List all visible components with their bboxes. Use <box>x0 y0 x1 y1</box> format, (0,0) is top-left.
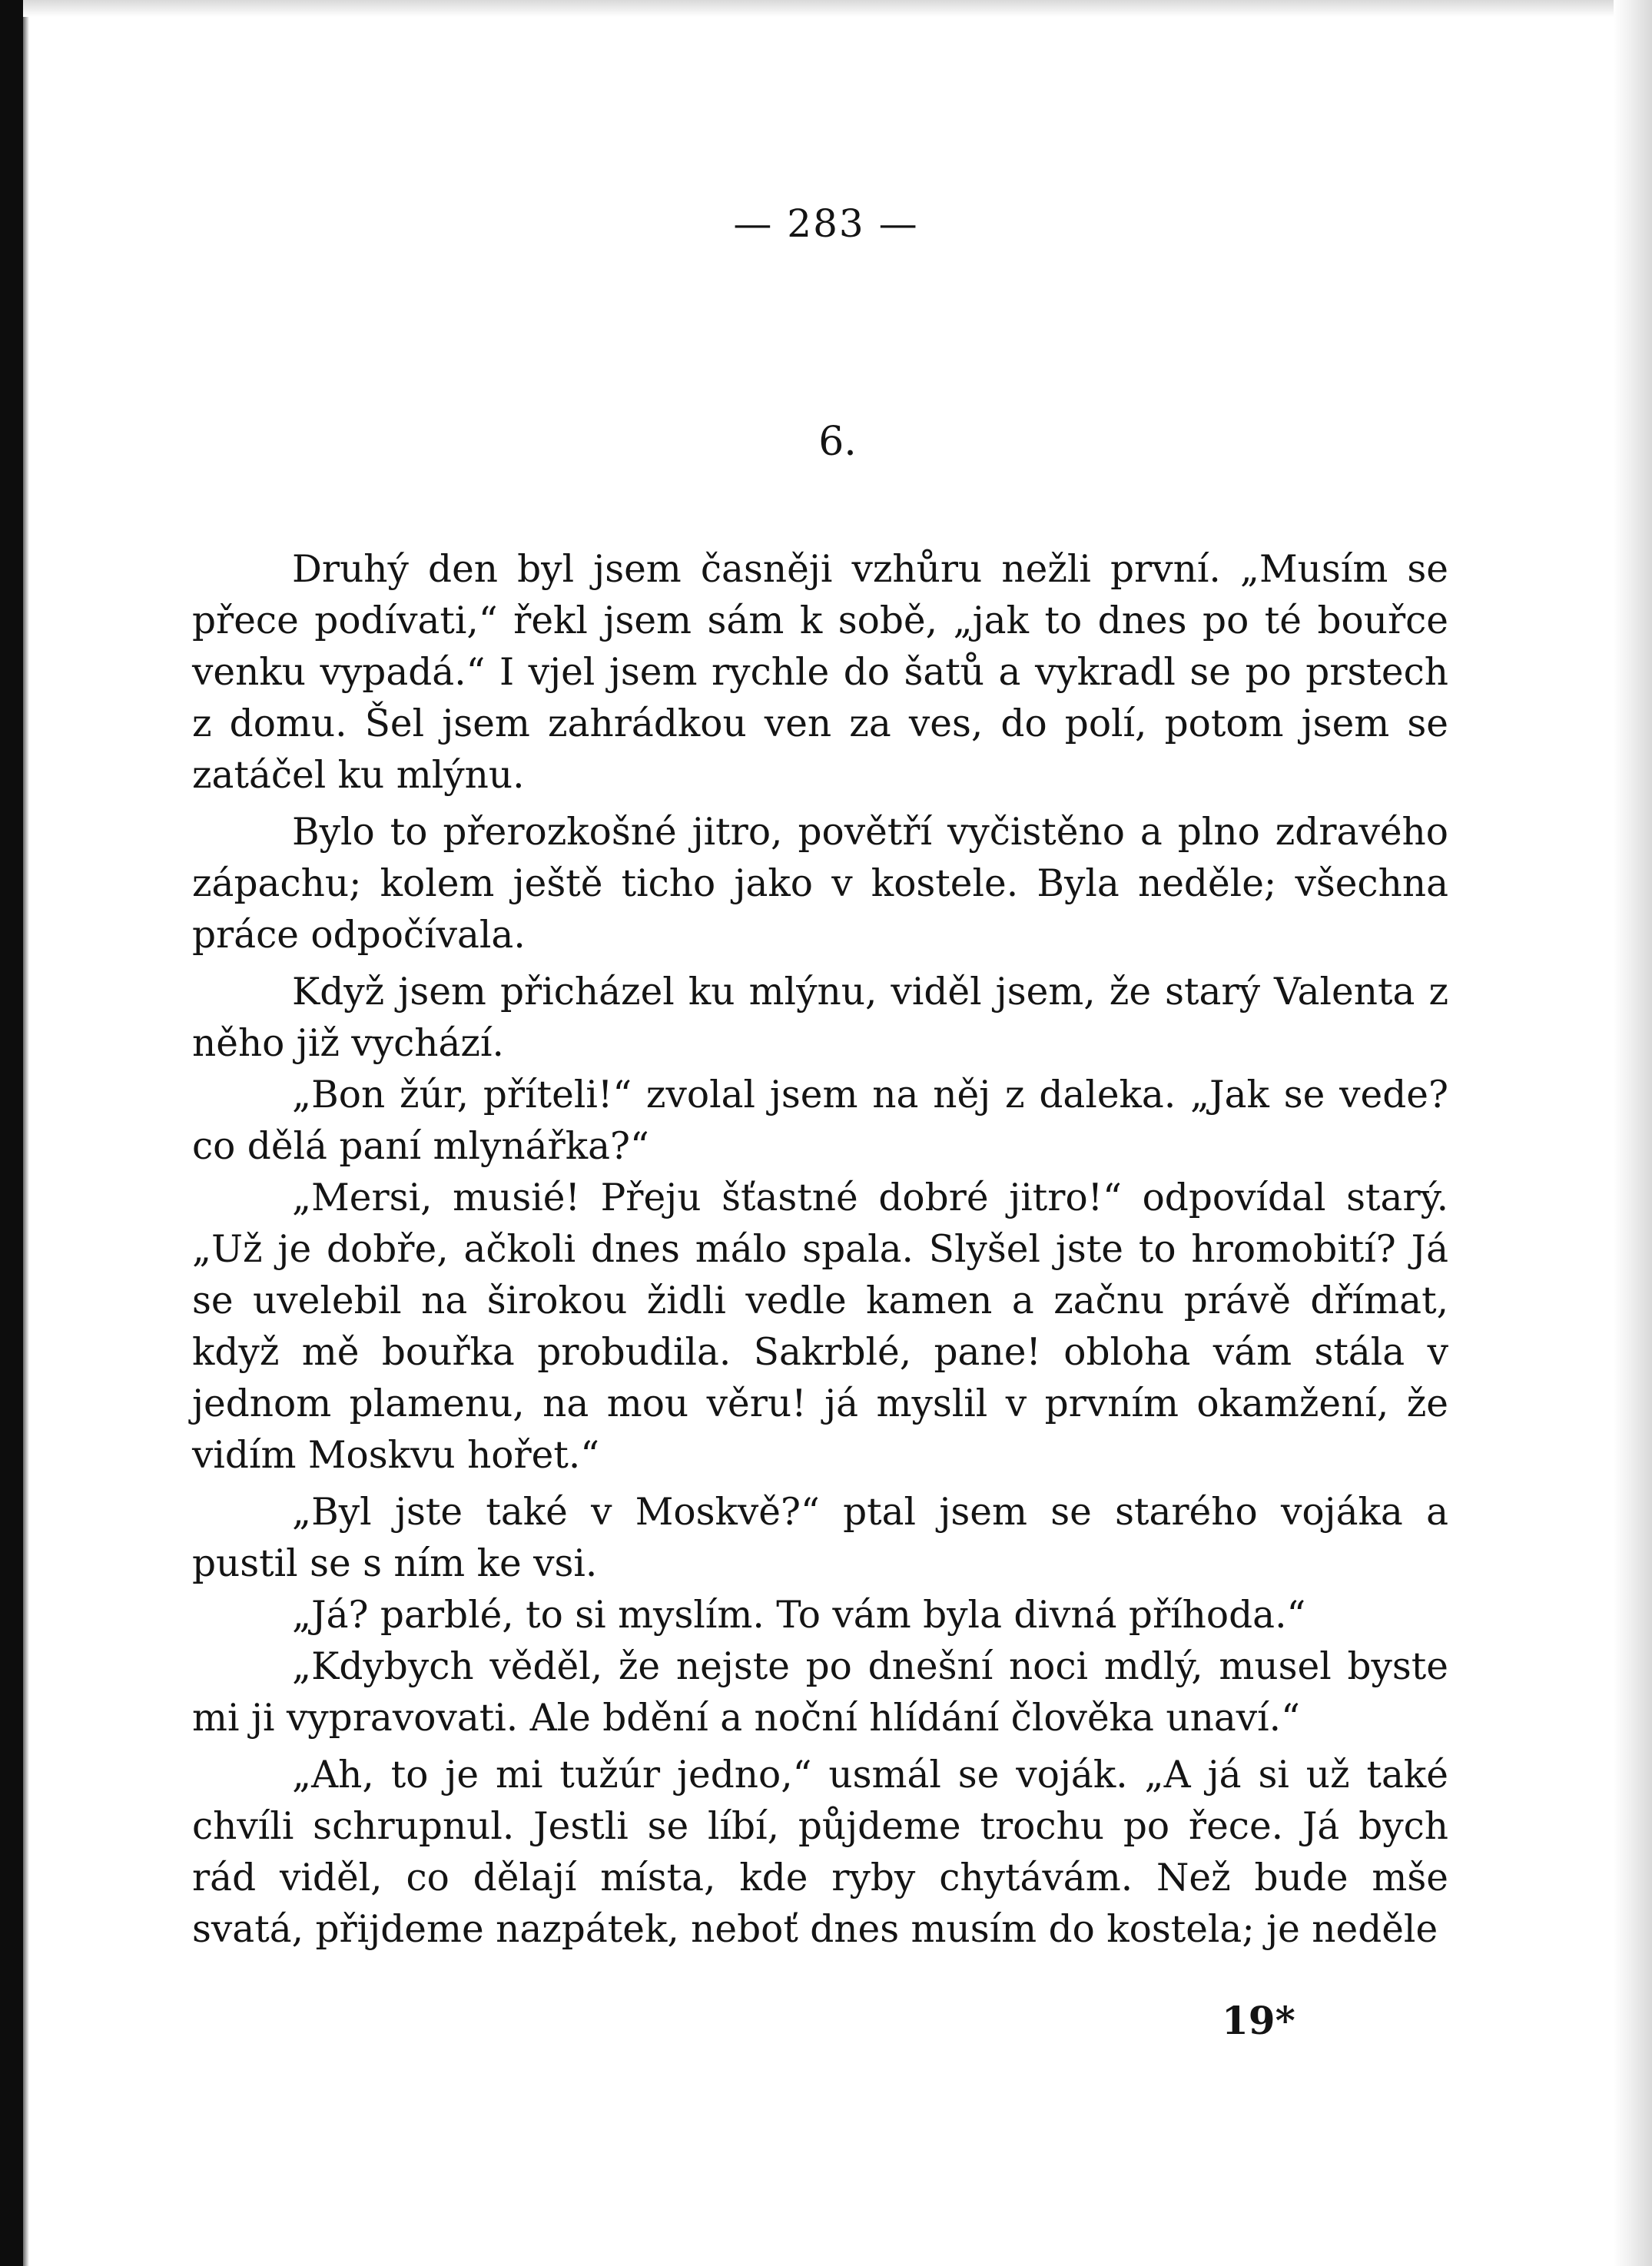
paragraph: „Kdybych věděl, že nejste po dnešní noci mdlý, musel byste mi ji vypravovati. Ale bdění a noční hlídání člověka unaví.“ <box>192 1645 1448 1740</box>
body-text <box>192 544 1448 1956</box>
scan-left-edge-shadow <box>23 0 29 2266</box>
page-number: — 283 — <box>733 201 919 246</box>
scan-top-edge <box>23 0 1652 17</box>
scan-right-edge <box>1614 0 1652 2266</box>
paragraph: „Mersi, musié! Přeju šťastné dobré jitro!“ odpovídal starý. „Už je dobře, ačkoli dnes málo spala. Slyšel jste to hromobití? Já se uvelebil na širokou židli vedle kamen a začnu právě dřímat, když mě bouřka probudila. Sakrblé, pane! obloha vám stála v jednom plamenu, na mou věru! já myslil v prvním okamžení, že vidím Moskvu hořet.“ <box>192 1176 1448 1477</box>
paragraph: Druhý den byl jsem časněji vzhůru nežli první. „Musím se přece podívati,“ řekl jsem sám k sobě, „jak to dnes po té bouřce venku vypadá.“ I vjel jsem rychle do šatů a vykradl se po prstech z domu. Šel jsem zahrádkou ven za ves, do polí, potom jsem se zatáčel ku mlýnu. <box>192 548 1448 797</box>
paragraph: „Já? parblé, to si myslím. To vám byla divná příhoda.“ <box>292 1594 1306 1637</box>
scan-left-edge <box>0 0 23 2266</box>
paragraph: Bylo to přerozkošné jitro, povětří vyčistěno a plno zdravého zápachu; kolem ještě ticho jako v kostele. Byla neděle; všechna práce odpočívala. <box>192 811 1448 957</box>
paragraph: Když jsem přicházel ku mlýnu, viděl jsem, že starý Valenta z něho již vychází. <box>192 970 1448 1065</box>
paragraph: „Bon žúr, příteli!“ zvolal jsem na něj z daleka. „Jak se vede? co dělá paní mlynářka?“ <box>192 1073 1448 1168</box>
signature-mark: 19* <box>1222 1998 1295 2043</box>
chapter-number: 6. <box>818 419 857 465</box>
paragraph: „Ah, to je mi tužúr jedno,“ usmál se voják. „A já si už také chvíli schrupnul. Jestli se líbí, půjdeme trochu po řece. Já bych rád viděl, co dělají místa, kde ryby chytávám. Než bude mše svatá, přijdeme nazpátek, neboť dnes musím do kostela; je neděle <box>192 1753 1448 1951</box>
paragraph: „Byl jste také v Moskvě?“ ptal jsem se starého vojáka a pustil se s ním ke vsi. <box>192 1491 1448 1585</box>
